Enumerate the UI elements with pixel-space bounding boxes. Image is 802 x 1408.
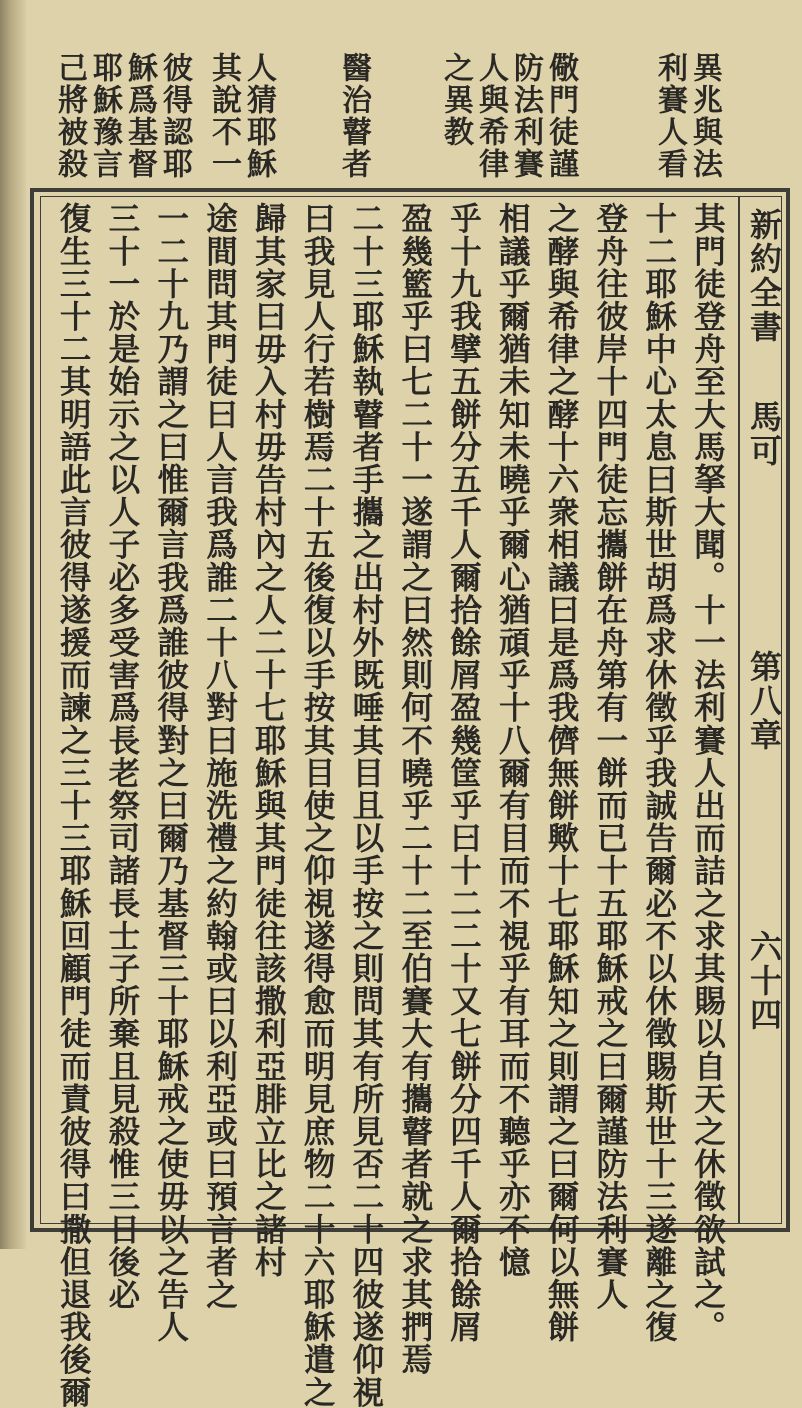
margin-note-healing-blind — [336, 52, 371, 192]
margin-note-line: 防法利賽 — [508, 52, 543, 180]
text-column: 三十一於是始示之以人子必多受害爲長老祭司諸長士子所棄且見殺惟三日後必 — [103, 202, 141, 1311]
margin-note-line: 彼得認耶 — [157, 52, 192, 180]
text-column: 登舟往彼岸十四門徒忘攜餅在舟第有一餅而已十五耶穌戒之曰爾謹防法利賽人 — [591, 202, 629, 1311]
margin-note-line: 穌爲基督 — [122, 52, 157, 180]
margin-note-line: 儆門徒謹 — [543, 52, 578, 180]
text-column: 一二十九乃謂之曰惟爾言我爲誰彼得對之曰爾乃基督三十耶穌戒之使毋以之告人 — [152, 202, 190, 1343]
text-column: 其門徒登舟至大馬拏大聞。十一法利賽人出而詰之求其賜以自天之休徵欲試之。 — [689, 202, 727, 1343]
text-column: 歸其家曰毋入村毋告村內之人二十七耶穌與其門徒往該撒利亞腓立比之諸村 — [250, 202, 288, 1278]
text-column: 二十三耶穌執瞽者手攜之出村外既唾其目且以手按之則問其有所見否二十四彼遂仰視 — [347, 202, 385, 1408]
margin-note-line: 利賽人看 — [652, 52, 687, 180]
header-divider — [738, 196, 740, 1224]
text-column: 之酵與希律之酵十六衆相議曰是爲我儕無餅歟十七耶穌知之則謂之曰爾何以無餅 — [543, 202, 581, 1343]
book-title: 新約全書 — [745, 208, 783, 344]
margin-note-opinions — [206, 52, 276, 192]
text-column: 途間問其門徒曰人言我爲誰二十八對曰施洗禮之約翰或曰以利亞或曰預言者之 — [201, 202, 239, 1311]
body-text — [52, 202, 736, 1408]
margin-note-line: 己將被殺 — [52, 52, 87, 180]
margin-note-line: 其說不一 — [206, 52, 241, 180]
text-column: 十二耶穌中心太息曰斯世胡爲求休徵乎我誠告爾必不以休徵賜斯世十三遂離之復 — [640, 202, 678, 1343]
text-column: 盈幾籃乎曰七二十一遂謂之曰然則何不曉乎二十二至伯賽大有攜瞽者就之求其捫焉 — [396, 202, 434, 1376]
margin-note-line: 醫治瞽者 — [336, 52, 371, 180]
gospel-name: 馬可 — [745, 400, 783, 468]
text-column: 曰我見人行若樹焉二十五後復以手按其目使之仰視遂得愈而明見庶物二十六耶穌遣之 — [299, 202, 337, 1408]
margin-note-line: 之異教 — [438, 52, 473, 148]
book-gutter-shadow — [0, 0, 26, 1249]
margin-note-line: 人與希律 — [473, 52, 508, 180]
margin-note-line: 耶穌豫言 — [87, 52, 122, 180]
page-number: 六十四 — [745, 930, 783, 1032]
text-column: 復生三十二其明語此言彼得遂援而諫之三十三耶穌回顧門徒而責彼得曰撒但退我後爾 — [55, 202, 93, 1408]
margin-note-line: 異兆與法 — [687, 52, 722, 180]
text-column: 乎十九我擘五餅分五千人爾拾餘屑盈幾筐乎曰十二二十又七餅分四千人爾拾餘屑 — [445, 202, 483, 1343]
text-column: 相議乎爾猶未知未曉乎爾心猶頑乎十八爾有目而不視乎有耳而不聽乎亦不憶 — [494, 202, 532, 1278]
margin-note-omens — [652, 52, 722, 192]
margin-note-peter-confession — [52, 52, 192, 192]
chapter-label: 第八章 — [745, 650, 783, 752]
margin-note-line: 人猜耶穌 — [241, 52, 276, 180]
margin-note-leaven-warning — [438, 52, 578, 192]
